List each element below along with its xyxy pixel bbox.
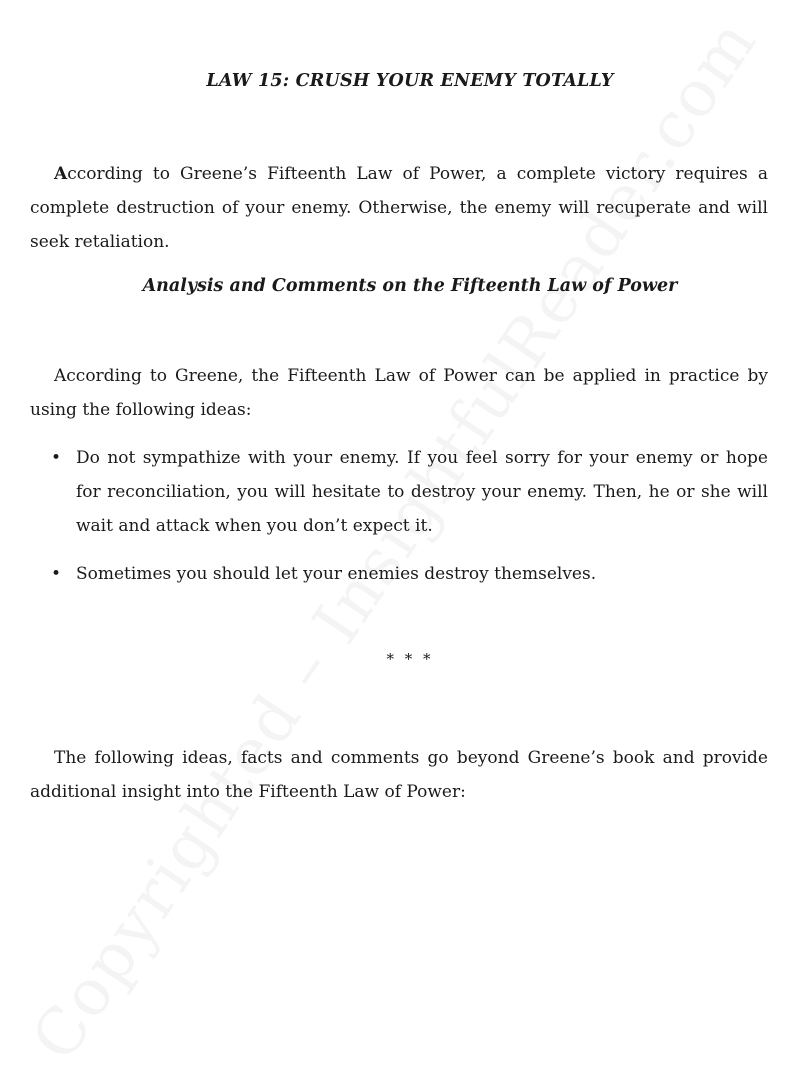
bullet-icon: •: [51, 564, 62, 584]
section-heading: Analysis and Comments on the Fifteenth Law of Power: [142, 276, 678, 296]
list-item: [30, 557, 768, 591]
bullet-list: [30, 441, 768, 591]
bullet-text: Do not sympathize with your enemy. If you feel sorry for your enemy or hope for reconciliation, you will hesitate to destroy your enemy. Then, he or she will wait and attack when you don’t expect it.: [76, 448, 768, 536]
closing-paragraph: The following ideas, facts and comments go beyond Greene’s book and provide additional insight into the Fifteenth Law of Power:: [30, 748, 768, 802]
section-separator: * * *: [386, 650, 434, 668]
intro-text: ccording to Greene’s Fifteenth Law of Power, a complete victory requires a complete destruction of your enemy. Otherwise, the enemy will recuperate and will seek retaliation.: [30, 164, 768, 252]
list-item: [30, 441, 768, 543]
chapter-title: LAW 15: CRUSH YOUR ENEMY TOTALLY: [206, 71, 614, 91]
drop-letter: A: [54, 164, 68, 184]
bullet-text: Sometimes you should let your enemies destroy themselves.: [76, 564, 597, 584]
intro-paragraph: [30, 157, 768, 259]
bullet-icon: •: [51, 448, 62, 468]
practice-intro-paragraph: According to Greene, the Fifteenth Law of Power can be applied in practice by using the following ideas:: [30, 366, 768, 420]
